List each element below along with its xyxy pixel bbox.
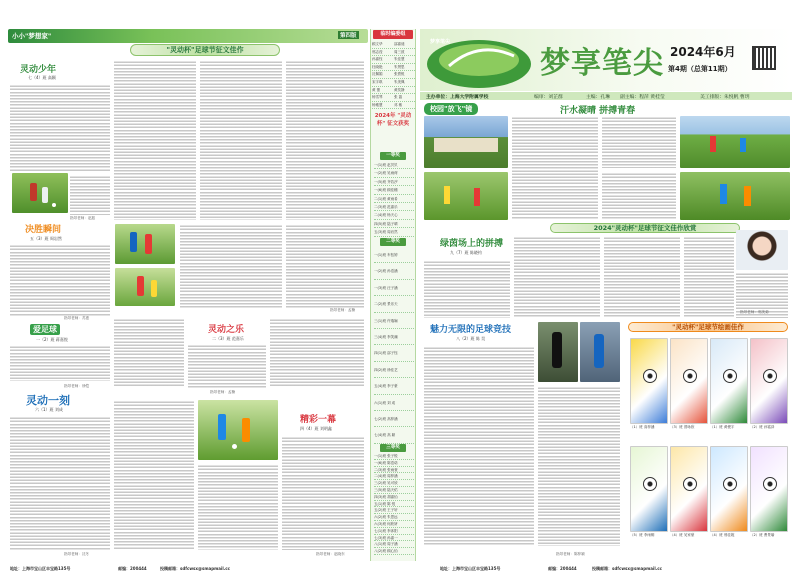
soccer-ball-icon — [683, 477, 697, 491]
article-author-2: 五（3）班 周岩然 — [30, 236, 62, 241]
sidebar-entry: 七(4)班 高 颖 — [374, 427, 414, 443]
drawing-artwork — [710, 338, 748, 424]
school-body-1 — [512, 116, 598, 220]
sidebar-entry: 黄 蕾 — [372, 87, 393, 95]
sidebar-entry: 三(5)班 陆天佑 — [374, 487, 414, 494]
headline: 汗水凝晴 拼搏青春 — [560, 106, 636, 116]
soccer-photo-1 — [12, 173, 68, 213]
soccer-ball-icon — [763, 477, 777, 491]
drawing-caption: （2）班 曹景瑜 — [750, 533, 775, 537]
sidebar-entry: 一(1)班 车钰婷 — [374, 247, 414, 263]
article-title-1: 灵动少年 — [20, 65, 57, 75]
issue-date: 2024年6月 — [670, 45, 736, 59]
drawing-artwork — [710, 446, 748, 532]
drawing-title: "灵动杯"足球节绘画佳作 — [628, 322, 788, 332]
sidebar-entry: 四(3)班 胡嘉怡 — [374, 494, 414, 501]
drawing-caption: （1）班 黄俊宇 — [710, 425, 735, 429]
sidebar-title: 临时编委组 — [373, 30, 413, 39]
sidebar-entry: 孙嘉钰 — [372, 56, 393, 64]
row3-body-1 — [114, 318, 184, 388]
member-list-a — [372, 41, 393, 109]
sidebar-entry: 三(4)班 李笑澜 — [374, 329, 414, 345]
grade1-label: 一等奖 — [380, 152, 406, 160]
article-editor-1: 指导老师：赵振 — [70, 216, 96, 220]
school-body-3 — [602, 172, 676, 220]
sidebar-entry: 黄奕静 — [394, 87, 415, 95]
drawing-caption: （4）班 邢佳妮 — [710, 533, 735, 537]
right-body-1 — [424, 260, 510, 318]
soccer-ball-icon — [643, 477, 657, 491]
drawing-caption: （3）班 曾咏欣 — [670, 425, 695, 429]
school-body-2 — [602, 116, 676, 168]
middle-body-3 — [286, 60, 364, 220]
drawing-caption: （5）班 李雨桐 — [630, 533, 655, 537]
sidebar-entry: 杨雅慧 — [372, 102, 393, 110]
article-editor-3: 指导老师：徐恺 — [64, 384, 90, 388]
row4-body-3 — [282, 436, 364, 550]
left-footer-email: 投稿邮箱：sdfcwsx@smapmail.cc — [160, 566, 230, 571]
sidebar-entry: 五(1)班 陈 悦 — [374, 501, 414, 508]
qr-code-icon — [752, 46, 776, 70]
middle-body-1 — [114, 60, 196, 220]
soccer-photo-4 — [198, 400, 278, 460]
grade3-label: 三等奖 — [380, 444, 406, 452]
drawing-artwork — [750, 446, 788, 532]
sidebar-entry: 杨雪琴 — [372, 94, 393, 102]
sponsor-host: 主办单位：上海大学附属学校 — [426, 95, 489, 100]
sidebar-entry: 一(6)班 顾佳穗 — [374, 186, 414, 194]
right-footer-email: 投稿邮箱：sdfcwsx@smapmail.cc — [592, 566, 662, 571]
right-body-4 — [684, 236, 734, 318]
sidebar-entry: 周三波 — [394, 49, 415, 57]
drawing-caption: （1）班 高梓涵 — [630, 425, 655, 429]
sidebar-entry: 六(2)班 朱思远 — [374, 514, 414, 521]
sidebar-entry: 宋宇琪 — [372, 79, 393, 87]
section-banner: 2024"灵动杯"足球节征文佳作欣赏 — [550, 223, 740, 233]
soccer-photo-2 — [115, 224, 175, 264]
school-photo-2 — [680, 116, 790, 168]
right-footer-postcode: 邮编：200444 — [548, 566, 577, 571]
sidebar-entry: 一(1)班 赵贝贝 — [374, 161, 414, 169]
sidebar-entry: 二(3)班 范嘉乐 — [374, 203, 414, 211]
article-body-3 — [10, 345, 110, 381]
school-tag: 校园"放飞"镜 — [424, 103, 478, 115]
right-body-3 — [604, 236, 680, 318]
article-body-1b — [70, 175, 110, 215]
left-footer-postcode: 邮编：200444 — [118, 566, 147, 571]
right-body-2 — [514, 236, 600, 318]
article-author-5: 二（3）班 范嘉乐 — [212, 336, 244, 341]
sidebar-entry: 一(2)班 孙语涵 — [374, 263, 414, 279]
sidebar-entry: 杜晓艳 — [372, 64, 393, 72]
grade3-list — [374, 453, 414, 555]
article-editor-6: 指导老师：赵晓东 — [316, 552, 345, 556]
school-photo-4 — [680, 172, 790, 220]
sidebar-entry: 六(3)班 何欣妍 — [374, 521, 414, 528]
school-photo-1 — [424, 116, 508, 168]
sponsor-design: 美工排版：朱悦帆 曹玥 — [700, 95, 750, 100]
row4-body-1 — [114, 400, 194, 550]
article-editor-5: 指导老师：孟楠 — [210, 390, 236, 394]
soccer-photo-3 — [115, 268, 175, 306]
article-editor-2: 指导老师：苏惠 — [64, 316, 90, 320]
soccer-ball-icon — [643, 369, 657, 383]
article-title-6: 精彩一幕 — [300, 415, 337, 425]
article-title-5: 灵动之乐 — [208, 325, 245, 335]
article-title-3: 爱足球 — [30, 324, 60, 335]
player-photo-2 — [580, 322, 620, 382]
sidebar-entry: 邵嘉迪 — [394, 41, 415, 49]
sidebar-entry: 三(2)班 吴可欣 — [374, 480, 414, 487]
school-photo-3 — [424, 172, 508, 220]
row3-body-2 — [188, 344, 266, 388]
middle-body-4 — [180, 224, 282, 308]
article-body-1 — [10, 84, 110, 172]
soccer-ball-icon — [723, 477, 737, 491]
sidebar-entry: 张 菡 — [394, 94, 415, 102]
sponsor-chief: 主编：孔琳 — [586, 95, 610, 100]
right-article-author-1: 九（7）班 陈晓钧 — [450, 250, 482, 255]
sponsor-deputy: 副主编：程萍 黄桂莹 — [620, 95, 665, 100]
right-body-6 — [424, 346, 534, 546]
sidebar-entry: 八(1)班 周子涵 — [374, 541, 414, 548]
right-article-editor-1: 指导老师：郭美菊 — [740, 310, 769, 314]
sidebar-entry: 八(2)班 顾心怡 — [374, 548, 414, 555]
row4-body-2 — [198, 464, 278, 550]
article-body-2 — [10, 244, 110, 316]
sidebar-entry: 三(1)班 许瑞娴 — [374, 313, 414, 329]
right-article-title-1: 绿茵场上的拼搏 — [440, 239, 504, 249]
sidebar-entry: 朱贤思 — [394, 64, 415, 72]
right-article-editor-2: 指导老师：陈梓颖 — [556, 552, 585, 556]
article-author-1: 七（4）班 高颖 — [28, 75, 56, 80]
sidebar-entry: 五(2)班 王子轩 — [374, 507, 414, 514]
left-banner: "灵动杯"足球节征文佳作 — [130, 44, 280, 56]
award-title: 2024年 "灵动杯" 征文获奖 — [374, 113, 412, 127]
article-author-4: 六（1）班 刘成 — [35, 407, 63, 412]
sidebar-entry: 朱佳慧 — [394, 56, 415, 64]
right-article-author-2: 八（2）班 陈 昊 — [456, 336, 486, 341]
sidebar-entry: 沈佩娟 — [372, 71, 393, 79]
masthead-title: 梦享笔尖 — [540, 46, 664, 81]
sidebar-entry: 二(4)班 周梓涵 — [374, 473, 414, 480]
drawing-caption: （2）班 孙铭泽 — [750, 425, 775, 429]
column-tag: 小小"梦想家" — [12, 32, 52, 40]
sidebar-entry: 四(2)班 徐佳艺 — [374, 362, 414, 378]
article-title-2: 决胜瞬间 — [25, 225, 62, 235]
middle-body-2 — [200, 60, 282, 220]
sidebar-entry: 一(2)班 吴雨荷 — [374, 169, 414, 177]
article-editor-4: 指导老师：沈冬 — [64, 552, 90, 556]
article-author-6: 四（4）班 刘明鑫 — [300, 426, 332, 431]
sidebar-entry: 一(1)班 张子锐 — [374, 453, 414, 460]
sidebar-entry: 五(3)班 周岩然 — [374, 228, 414, 236]
article-title-4: 灵动一刻 — [26, 394, 70, 407]
sidebar-entry: 七(1)班 李沐阳 — [374, 528, 414, 535]
right-article-title-2: 魅力无限的足球竞技 — [430, 325, 512, 335]
grade2-label: 二等奖 — [380, 238, 406, 246]
sidebar-entry: 二(1)班 黄雨希 — [374, 195, 414, 203]
masthead-small: 梦享笔尖 — [430, 39, 451, 45]
left-footer-address: 地址：上海市宝山区丰宝路135号 — [10, 566, 71, 571]
middle-editor: 指导老师：孟楠 — [330, 308, 356, 312]
sidebar-entry: 顾文华 — [372, 41, 393, 49]
middle-body-5 — [286, 224, 364, 308]
soccer-ball-icon — [763, 369, 777, 383]
sidebar-entry: 张熹锐 — [394, 71, 415, 79]
left-header-bar — [8, 29, 368, 43]
sidebar-entry: 七(2)班 高梓涵 — [374, 411, 414, 427]
drawing-artwork — [670, 446, 708, 532]
drawing-caption: （4）班 吴家豪 — [670, 533, 695, 537]
sidebar-entry: 一(5)班 齐若汐 — [374, 178, 414, 186]
sidebar-entry: 邓 敏 — [394, 102, 415, 110]
soccer-ball-icon — [683, 369, 697, 383]
sidebar-entry: 邢志滢 — [372, 49, 393, 57]
sidebar-entry: 二(2)班 景乐天 — [374, 296, 414, 312]
portrait-photo — [736, 230, 788, 270]
grade2-list — [374, 247, 414, 444]
sidebar-entry: 朱美佩 — [394, 79, 415, 87]
article-author-3: 一（2）班 蒋嘉悦 — [36, 337, 68, 342]
sidebar-entry: 六(1)班 刘 成 — [374, 395, 414, 411]
row3-body-3 — [270, 318, 364, 388]
right-body-7 — [538, 386, 620, 546]
sidebar-entry: 二(3)班 张雨萱 — [374, 467, 414, 474]
sidebar-entry: 二(4)班 杨天心 — [374, 211, 414, 219]
article-body-4 — [10, 416, 110, 551]
soccer-ball-icon — [723, 369, 737, 383]
drawing-artwork — [670, 338, 708, 424]
sponsor-editor: 编审：刘芷群 — [534, 95, 563, 100]
grade1-list — [374, 161, 414, 237]
issue-number: 第4期（总第11期） — [668, 65, 732, 73]
drawing-artwork — [630, 338, 668, 424]
member-list-b — [394, 41, 415, 109]
player-photo-1 — [538, 322, 578, 382]
sidebar-entry: 四(1)班 邵子钰 — [374, 345, 414, 361]
sidebar-entry: 五(4)班 李子豪 — [374, 378, 414, 394]
sidebar-entry: 一(3)班 汪子涵 — [374, 280, 414, 296]
sidebar-entry: 四(5)班 陆子晴 — [374, 220, 414, 228]
edition-label: 第四版 — [340, 33, 357, 39]
drawing-artwork — [750, 338, 788, 424]
right-footer-address: 地址：上海市宝山区丰宝路135号 — [440, 566, 501, 571]
sidebar-entry: 七(3)班 孙嘉一 — [374, 535, 414, 542]
drawing-artwork — [630, 446, 668, 532]
sidebar-entry: 一(6)班 陈语诺 — [374, 460, 414, 467]
